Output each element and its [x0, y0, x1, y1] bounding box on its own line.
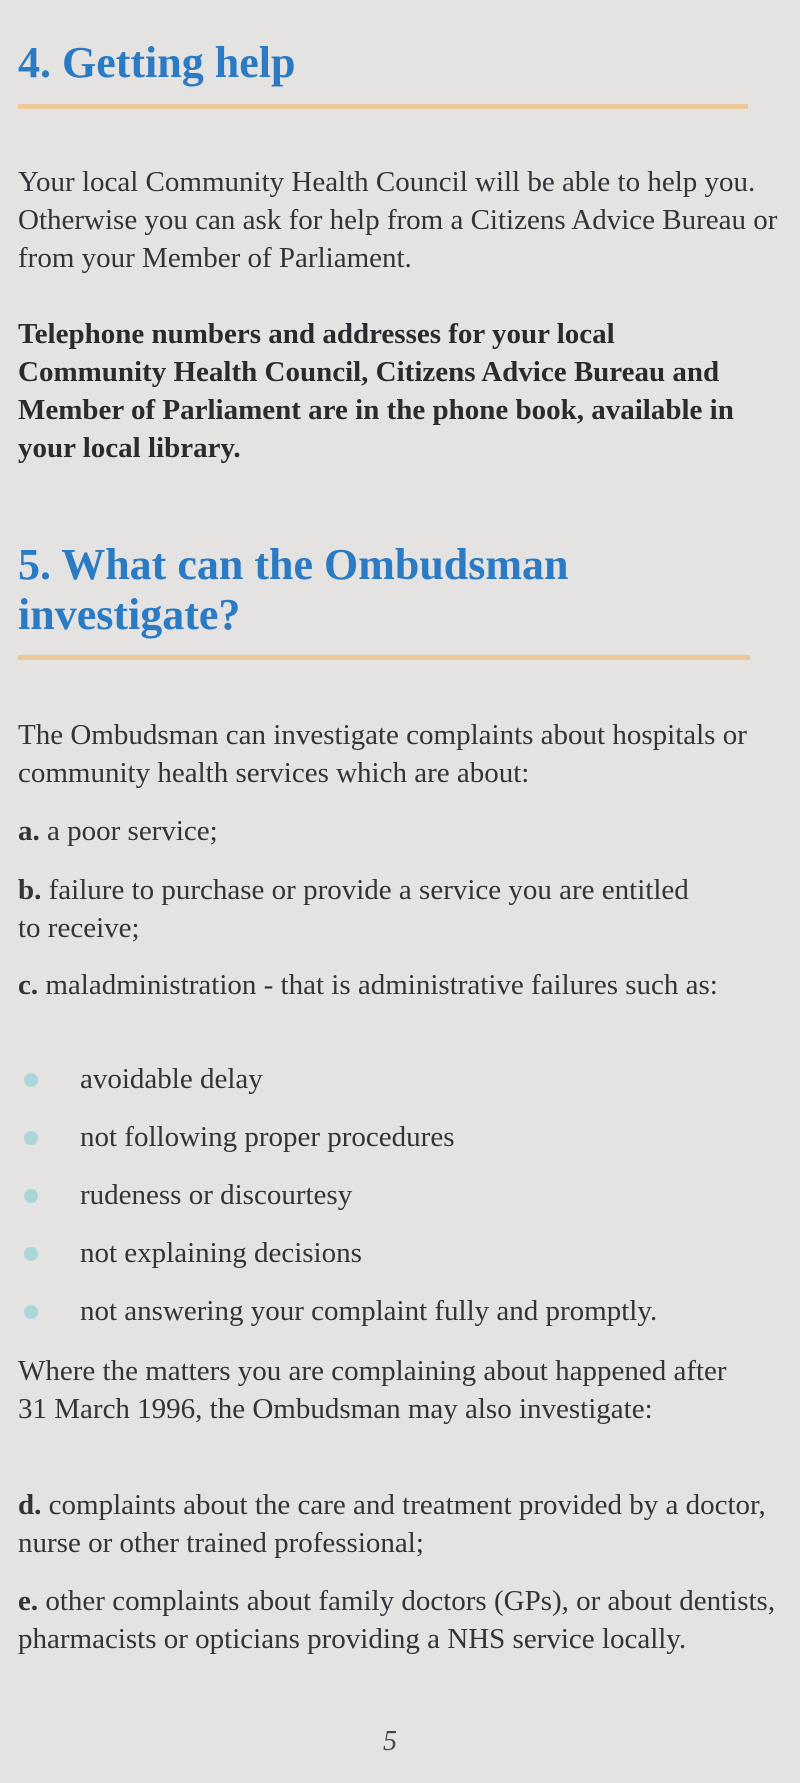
bullet-dot-icon	[24, 1189, 38, 1203]
bullet-item	[18, 1118, 778, 1158]
bullet-item	[18, 1292, 778, 1332]
list-item-d	[18, 1486, 783, 1562]
list-item-e	[18, 1582, 783, 1658]
list-item-b	[18, 871, 718, 947]
list-item-a	[18, 812, 778, 850]
bullet-text: rudeness or discourtesy	[80, 1179, 353, 1211]
bullet-text: not explaining decisions	[80, 1237, 362, 1269]
paragraph-after-1996: Where the matters you are complaining about happened after 31 March 1996, the Ombudsman may also investigate:	[18, 1355, 727, 1425]
bullet-item	[18, 1234, 778, 1274]
list-item-c	[18, 966, 738, 1004]
list-letter: a.	[18, 815, 40, 847]
list-letter: c.	[18, 969, 39, 1001]
paragraph-phone-book: Telephone numbers and addresses for your local Community Health Council, Citizens Advice Bureau and Member of Parliament are in the phone book, available in your local library.	[18, 318, 734, 464]
paragraph-intro: The Ombudsman can investigate complaints about hospitals or community health services which are about:	[18, 719, 747, 789]
bullet-dot-icon	[24, 1305, 38, 1319]
bullet-text: not answering your complaint fully and promptly.	[80, 1295, 658, 1327]
heading-getting-help: 4. Getting help	[18, 38, 296, 87]
bullet-text: avoidable delay	[80, 1063, 263, 1095]
bullet-dot-icon	[24, 1131, 38, 1145]
bullet-dot-icon	[24, 1247, 38, 1261]
paragraph-local-help: Your local Community Health Council will be able to help you. Otherwise you can ask for help from a Citizens Advice Bureau or from your Member of Parliament.	[18, 166, 778, 274]
bullet-text: not following proper procedures	[80, 1121, 455, 1153]
heading-what-can-investigate: 5. What can the Ombudsman investigate?	[18, 540, 569, 639]
bullet-dot-icon	[24, 1073, 38, 1087]
list-text: maladministration - that is administrative failures such as:	[38, 969, 718, 1001]
list-text: a poor service;	[39, 815, 218, 847]
list-letter: e.	[18, 1585, 39, 1617]
list-text: other complaints about family doctors (GPs), or about dentists, pharmacists or opticians providing a NHS service locally.	[18, 1585, 776, 1655]
list-letter: b.	[18, 874, 42, 906]
page-number: 5	[383, 1726, 397, 1757]
list-text: failure to purchase or provide a service you are entitled to receive;	[18, 874, 689, 944]
bullet-item	[18, 1060, 778, 1100]
heading-rule	[18, 655, 750, 660]
bullet-item	[18, 1176, 778, 1216]
heading-rule	[18, 104, 748, 109]
list-text: complaints about the care and treatment provided by a doctor, nurse or other trained professional;	[18, 1489, 766, 1559]
list-letter: d.	[18, 1489, 42, 1521]
